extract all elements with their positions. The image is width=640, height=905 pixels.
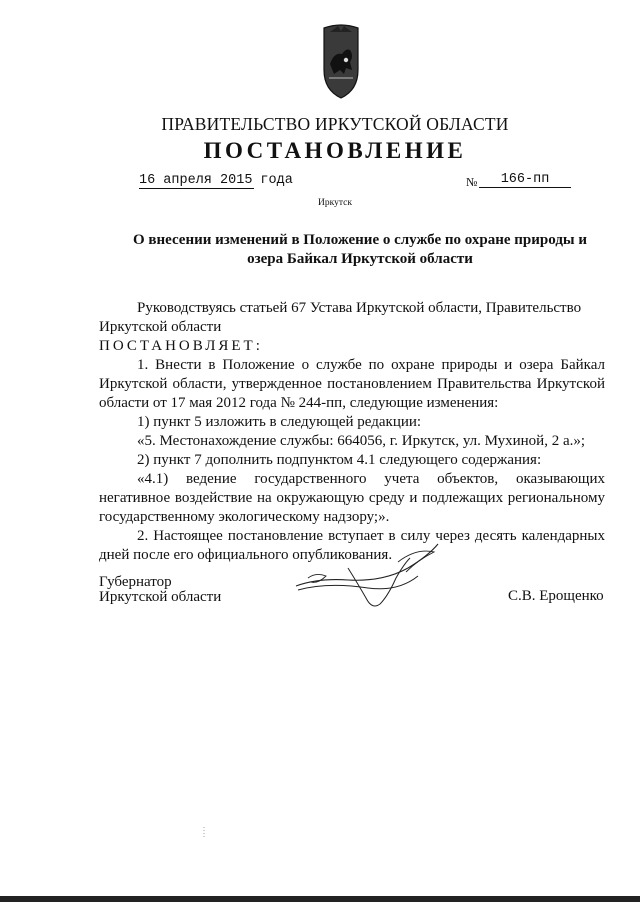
decree-date <box>139 173 293 189</box>
government-title: ПРАВИТЕЛЬСТВО ИРКУТСКОЙ ОБЛАСТИ <box>161 114 509 134</box>
signatory-name: С.В. Ерощенко <box>508 588 604 604</box>
document-type-title: ПОСТАНОВЛЕНИЕ <box>203 138 467 163</box>
handwritten-signature-icon <box>288 538 448 618</box>
body-paragraph: 1) пункт 5 изложить в следующей редакции: <box>137 414 422 430</box>
coat-of-arms-icon <box>316 20 366 100</box>
signatory-position <box>99 575 221 605</box>
body-paragraph: 2. Настоящее постановление вступает в силу через десять календарных дней после его официального опубликования. <box>99 528 605 563</box>
scan-mark-icon <box>201 827 207 837</box>
decree-date-value: 16 апреля 2015 <box>139 173 253 188</box>
body-paragraph: Иркутской области <box>99 319 222 335</box>
number-sign: № <box>466 175 478 189</box>
decree-body <box>99 299 605 565</box>
body-paragraph: Руководствуясь статьей 67 Устава Иркутской области, Правительство <box>137 300 582 316</box>
city-label: Иркутск <box>318 198 352 208</box>
page-bottom-border <box>0 896 640 902</box>
decree-subject-line: озера Байкал Иркутской области <box>247 251 473 267</box>
body-paragraph: «4.1) ведение государственного учета объектов, оказывающих негативное воздействие на окружающую среду и подлежащих региональному государственному экологическому надзору;». <box>99 471 605 525</box>
body-paragraph: 2) пункт 7 дополнить подпунктом 4.1 следующего содержания: <box>137 452 542 468</box>
decree-date-suffix: года <box>260 173 293 188</box>
body-paragraph: 1. Внести в Положение о службе по охране природы и озера Байкал Иркутской области, утвержденное постановлением Правительства Иркутской области от 17 мая 2012 года № 244-пп, следующие изменения: <box>99 357 605 411</box>
decree-number: 166-пп <box>479 172 571 188</box>
decree-subject-line: О внесении изменений в Положение о службе по охране природы и <box>132 232 588 248</box>
resolution-word: ПОСТАНОВЛЯЕТ: <box>99 338 263 354</box>
decree-subject <box>110 231 610 269</box>
body-paragraph: «5. Местонахождение службы: 664056, г. Иркутск, ул. Мухиной, 2 а.»; <box>137 433 586 449</box>
signatory-position-line: Иркутской области <box>99 589 222 605</box>
signatory-position-line: Губернатор <box>99 574 172 590</box>
